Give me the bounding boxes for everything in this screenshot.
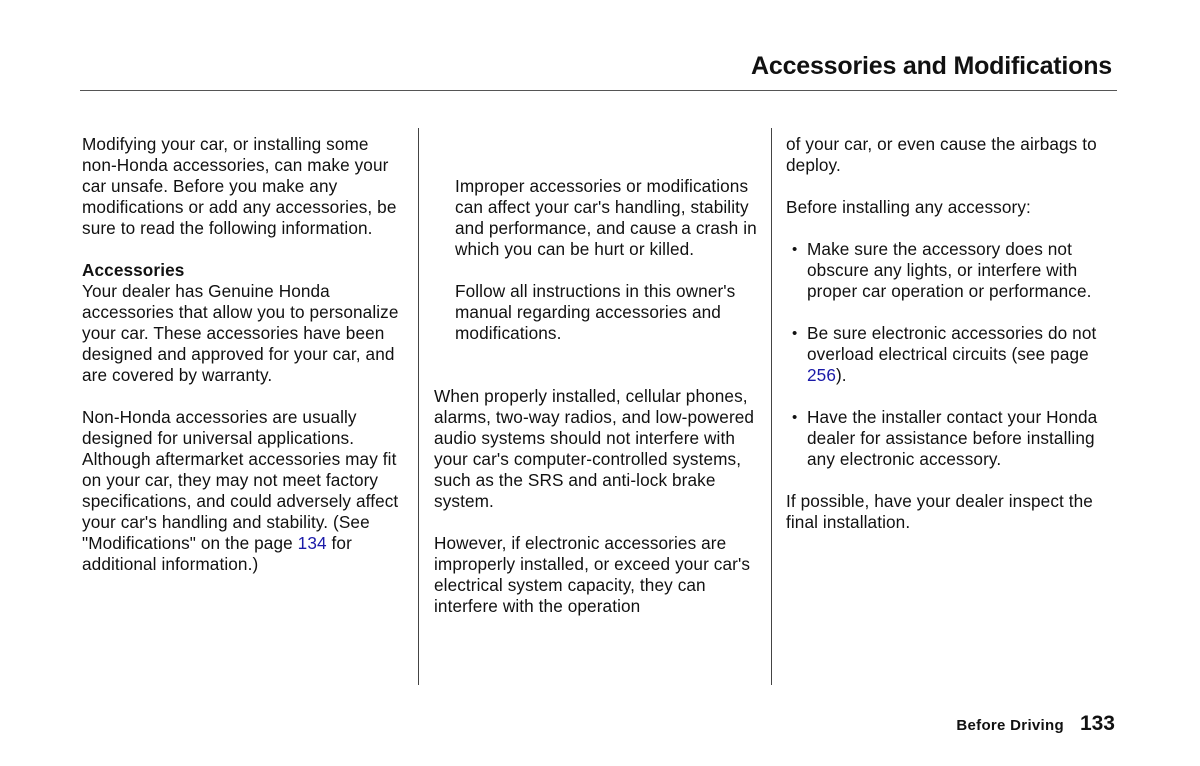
list-item	[786, 407, 1126, 470]
title-rule	[80, 90, 1117, 91]
before-installing-text: Before installing any accessory:	[786, 197, 1031, 217]
continuation-paragraph: of your car, or even cause the airbags to deploy.	[786, 134, 1097, 175]
bullet-text-3: Have the installer contact your Honda dealer for assistance before installing any electronic accessory.	[807, 407, 1098, 469]
bullet-text-2: Be sure electronic accessories do not overload electrical circuits (see page	[807, 323, 1097, 364]
column-1	[82, 134, 407, 575]
bullet-icon: •	[792, 241, 798, 258]
non-honda-tail: for additional information.)	[82, 533, 352, 574]
bullet-icon: •	[792, 325, 798, 342]
bullet-text-1: Make sure the accessory does not obscure any lights, or interfere with proper car operation or performance.	[807, 239, 1092, 301]
however-paragraph: However, if electronic accessories are improperly installed, or exceed your car's electrical system capacity, they can interfere with the operation	[434, 533, 751, 616]
accessory-checklist	[786, 239, 1126, 470]
accessories-heading: Accessories	[82, 260, 185, 280]
page-256-link[interactable]: 256	[807, 365, 836, 385]
column-divider-2	[771, 128, 772, 685]
list-item	[786, 323, 1126, 386]
column-3	[786, 134, 1126, 533]
final-paragraph: If possible, have your dealer inspect the final installation.	[786, 491, 1093, 532]
non-honda-text: Non-Honda accessories are usually designed for universal applications. Although aftermarket accessories may fit on your car, they may not meet factory specifications, and could adversely affect your car's handling and stability. (See "Modifications" on the page	[82, 407, 399, 553]
page-title: Accessories and Modifications	[751, 52, 1112, 80]
page-number: 133	[1079, 712, 1115, 735]
page-134-link[interactable]: 134	[297, 533, 327, 553]
column-divider-1	[418, 128, 419, 685]
intro-paragraph: Modifying your car, or installing some non-Honda accessories, can make your car unsafe. Before you make any modifications or add any accessories, be sure to read the following information.	[82, 134, 397, 238]
column-2	[434, 176, 764, 617]
section-name: Before Driving	[956, 717, 1064, 734]
electronics-paragraph: When properly installed, cellular phones, alarms, two-way radios, and low-powered audio systems should not interfere with your car's computer-controlled systems, such as the SRS and anti-lock brake system.	[434, 386, 755, 511]
warning-text-2: Follow all instructions in this owner's manual regarding accessories and modifications.	[455, 281, 736, 343]
bullet-text-2-tail: ).	[835, 365, 847, 385]
page-footer	[956, 712, 1115, 736]
list-item	[786, 239, 1126, 302]
warning-text-1: Improper accessories or modifications can affect your car's handling, stability and performance, and cause a crash in which you can be hurt or killed.	[455, 176, 757, 259]
accessories-paragraph: Your dealer has Genuine Honda accessories that allow you to personalize your car. These accessories have been designed and approved for your car, and are covered by warranty.	[82, 281, 399, 385]
bullet-icon: •	[792, 409, 798, 426]
non-honda-paragraph	[82, 407, 407, 575]
